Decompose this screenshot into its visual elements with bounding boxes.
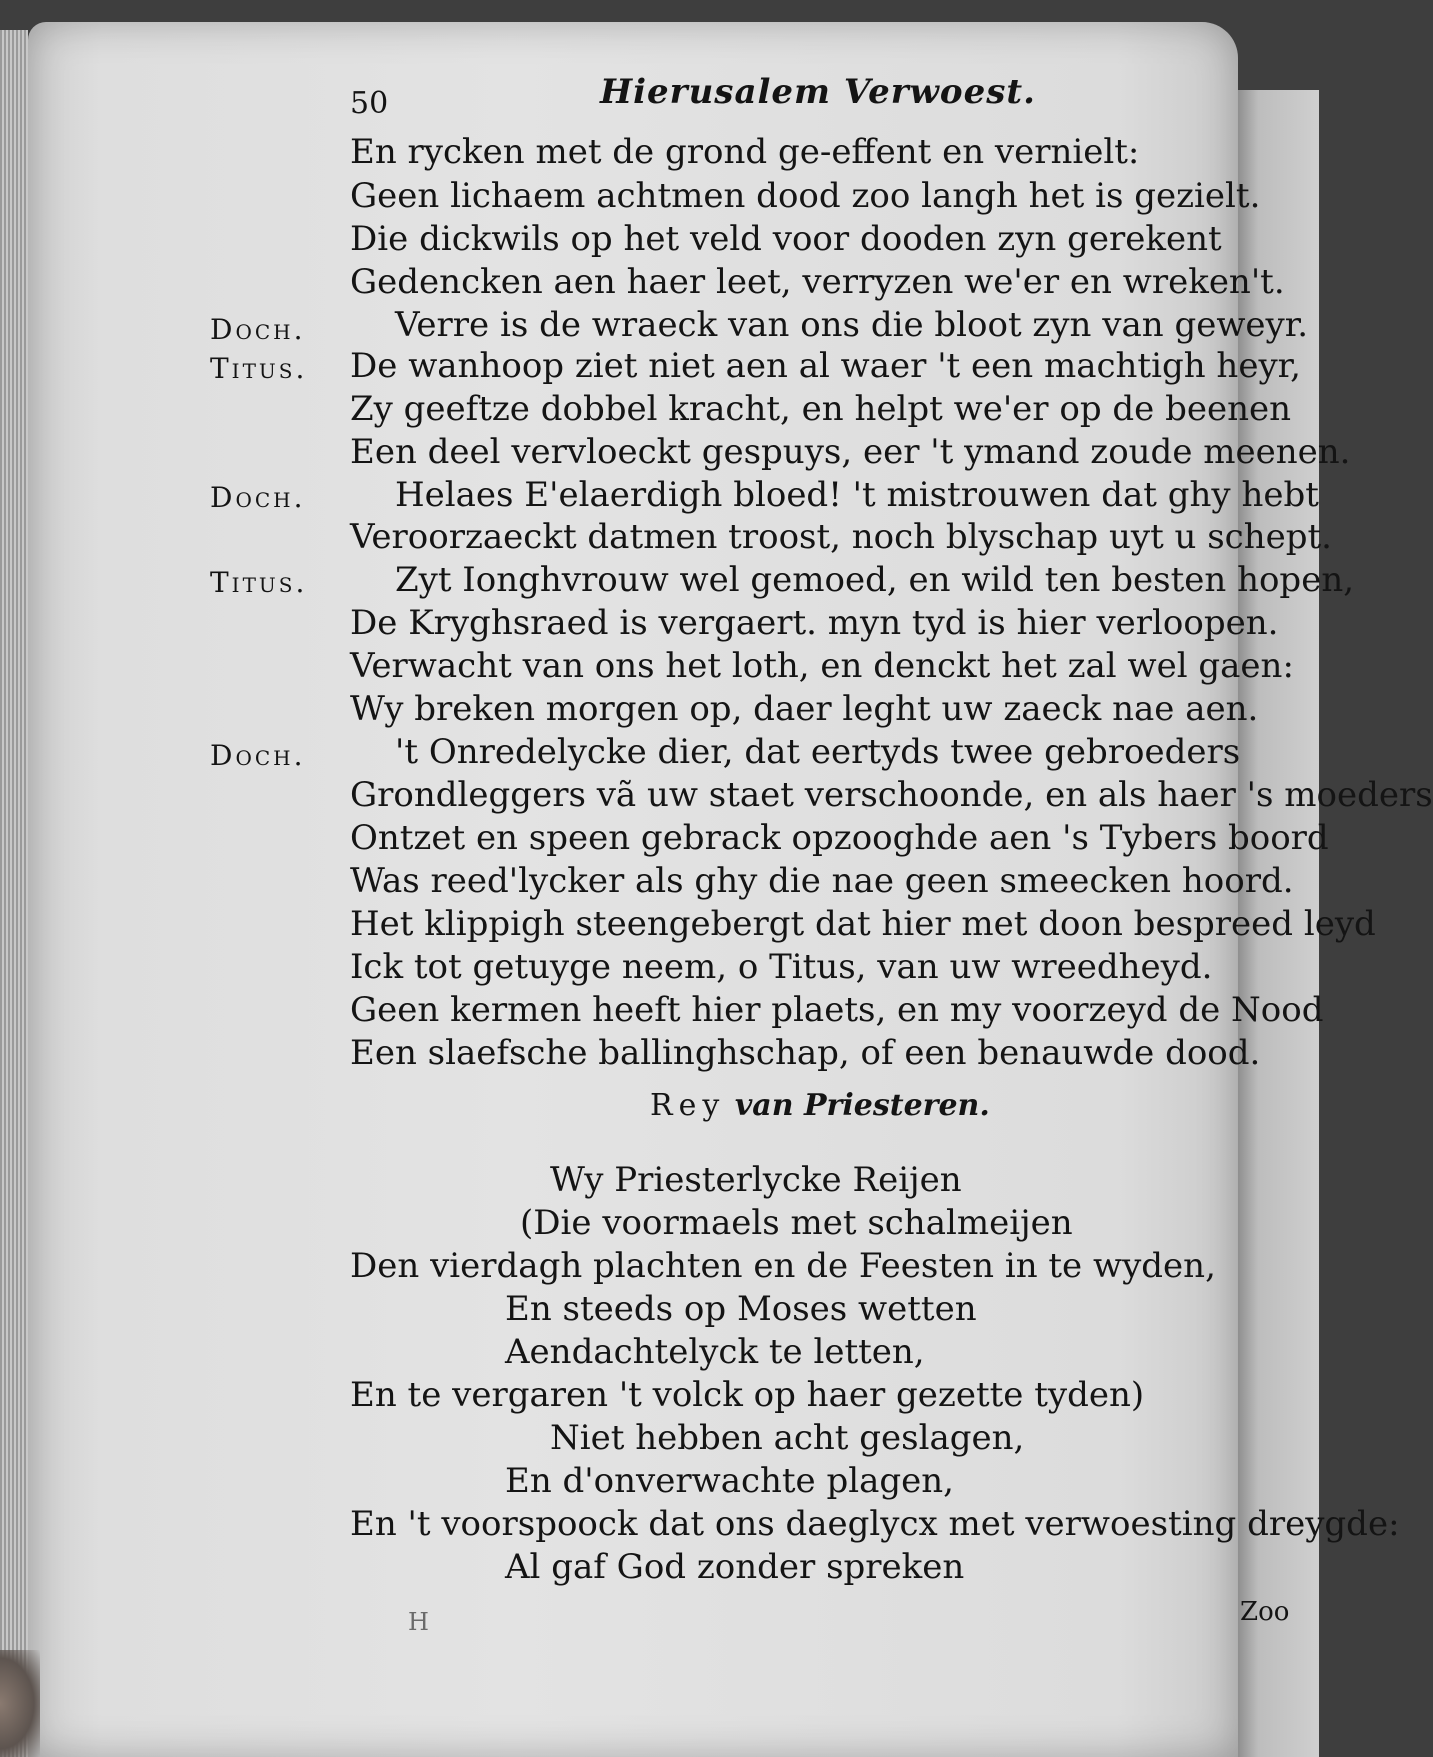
chorus-line: Den vierdagh plachten en de Feesten in te wyden, xyxy=(350,1246,1216,1286)
verse-line: Verwacht van ons het loth, en denckt het zal wel gaen: xyxy=(350,646,1294,686)
verse-line: Een slaefsche ballinghschap, of een benauwde dood. xyxy=(350,1033,1261,1073)
running-head: Hierusalem Verwoest. xyxy=(600,72,1036,112)
speaker-label: Doch. xyxy=(210,739,306,772)
verse-line: 't Onredelycke dier, dat eertyds twee gebroeders xyxy=(395,732,1241,772)
verse-line: Grondleggers vã uw staet verschoonde, en als haer 's moeders xyxy=(350,775,1433,815)
verse-line: Geen lichaem achtmen dood zoo langh het is gezielt. xyxy=(350,176,1261,216)
chorus-heading xyxy=(650,1088,990,1123)
page-number: 50 xyxy=(350,86,389,121)
chorus-line: Wy Priesterlycke Reijen xyxy=(550,1160,962,1200)
verse-line: Verre is de wraeck van ons die bloot zyn van geweyr. xyxy=(395,305,1309,345)
verse-line: Zy geeftze dobbel kracht, en helpt we'er op de beenen xyxy=(350,389,1292,429)
verse-line: Wy breken morgen op, daer leght uw zaeck nae aen. xyxy=(350,689,1259,729)
chorus-line: En d'onverwachte plagen, xyxy=(505,1461,954,1501)
speaker-label: Doch. xyxy=(210,481,306,514)
verse-line: Helaes E'elaerdigh bloed! 't mistrouwen dat ghy hebt xyxy=(395,475,1319,515)
chorus-heading-rest: van Priesteren. xyxy=(734,1088,990,1123)
verse-line: De Kryghsraed is vergaert. myn tyd is hier verloopen. xyxy=(350,603,1279,643)
verse-line: Zyt Ionghvrouw wel gemoed, en wild ten besten hopen, xyxy=(395,560,1355,600)
verse-line: Geen kermen heeft hier plaets, en my voorzeyd de Nood xyxy=(350,990,1324,1030)
book-page-edges xyxy=(0,30,28,1757)
chorus-line: Aendachtelyck te letten, xyxy=(505,1332,925,1372)
chorus-line: (Die voormaels met schalmeijen xyxy=(520,1203,1073,1243)
verse-line: Een deel vervloeckt gespuys, eer 't ymand zoude meenen. xyxy=(350,432,1351,472)
chorus-line: Al gaf God zonder spreken xyxy=(505,1547,965,1587)
verse-line: Ontzet en speen gebrack opzooghde aen 's Tybers boord xyxy=(350,818,1329,858)
verse-line: Was reed'lycker als ghy die nae geen smeecken hoord. xyxy=(350,861,1294,901)
verse-line: En rycken met de grond ge-effent en vernielt: xyxy=(350,132,1140,172)
verse-line: Die dickwils op het veld voor dooden zyn gerekent xyxy=(350,219,1222,259)
chorus-line: Niet hebben acht geslagen, xyxy=(550,1418,1025,1458)
chorus-line: En 't voorspoock dat ons daeglycx met verwoesting dreygde: xyxy=(350,1504,1400,1544)
speaker-label: Titus. xyxy=(210,352,308,385)
chorus-heading-rey: Rey xyxy=(650,1088,726,1123)
speaker-label: Doch. xyxy=(210,313,306,346)
thumb xyxy=(0,1650,40,1757)
verse-line: Ick tot getuyge neem, o Titus, van uw wreedheyd. xyxy=(350,947,1213,987)
signature-mark: H xyxy=(408,1608,429,1636)
verse-line: Veroorzaeckt datmen troost, noch blyschap uyt u schept. xyxy=(350,517,1332,557)
chorus-line: En steeds op Moses wetten xyxy=(505,1289,977,1329)
catchword: Zoo xyxy=(1240,1597,1290,1627)
verse-line: De wanhoop ziet niet aen al waer 't een machtigh heyr, xyxy=(350,346,1301,386)
chorus-line: En te vergaren 't volck op haer gezette tyden) xyxy=(350,1375,1145,1415)
speaker-label: Titus. xyxy=(210,566,308,599)
verse-line: Het klippigh steengebergt dat hier met doon bespreed leyd xyxy=(350,904,1376,944)
verse-line: Gedencken aen haer leet, verryzen we'er en wreken't. xyxy=(350,262,1285,302)
